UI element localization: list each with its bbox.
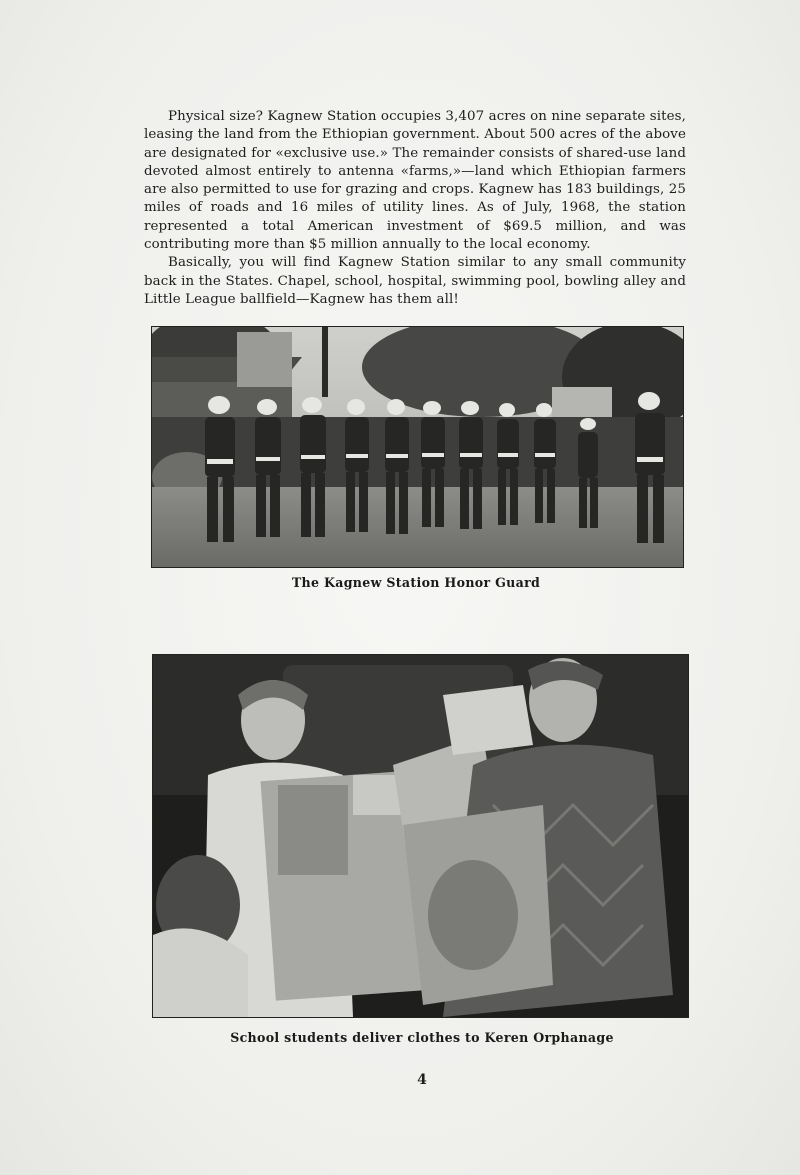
body-text	[144, 108, 686, 309]
honor-guard-photo	[151, 326, 684, 568]
orphanage-delivery-caption: School students deliver clothes to Keren Orphanage	[230, 1030, 614, 1045]
page-number: 4	[417, 1072, 427, 1088]
orphanage-delivery-photo	[152, 654, 689, 1018]
paragraph-physical-size: Physical size? Kagnew Station occupies 3,407 acres on nine separate sites, leasing the land from the Ethiopian government. About 500 acres of the above are designated for «exclusive use.» The remainder consists of shared-use land devoted almost entirely to antenna «farms,»—land which Ethiopian farmers are also permitted to use for grazing and crops. Kagnew has 183 buildings, 25 miles of roads and 16 miles of utility lines. As of July, 1968, the station represented a total American investment of $69.5 million, and was contributing more than $5 million annually to the local economy.	[144, 109, 686, 253]
honor-guard-caption: The Kagnew Station Honor Guard	[291, 575, 541, 590]
paragraph-community: Basically, you will find Kagnew Station similar to any small community back in the States. Chapel, school, hospital, swimming pool, bowling alley and Little League ballfield—Kagnew has them all!	[144, 255, 686, 307]
